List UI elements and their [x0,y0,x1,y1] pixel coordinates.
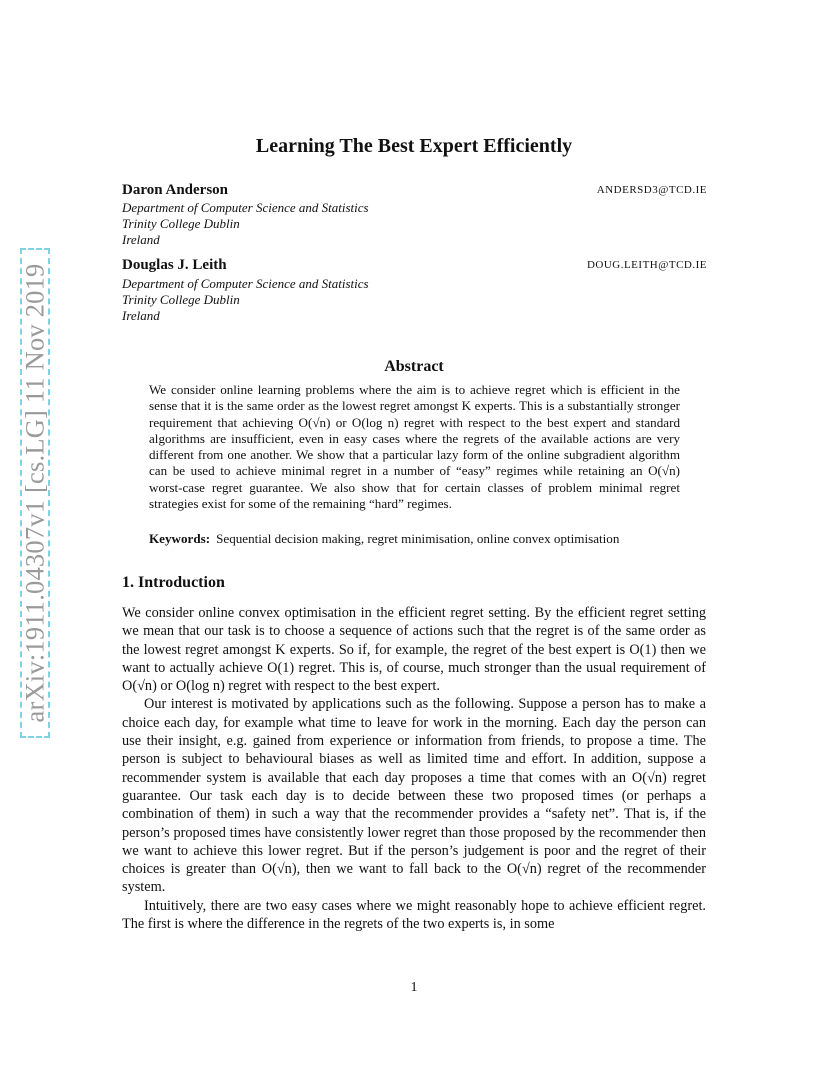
abstract-text: We consider online learning problems where the aim is to achieve regret which is efficient in the sense that it is the same order as the lowest regret amongst K experts. This is a substantially stronger requirement that achieving O(√n) or O(log n) regret with respect to the best expert and standard algorithms are insufficient, even in easy cases where the regrets of the available actions are very different from one another. We show that a particular lazy form of the online subgradient algorithm can be used to achieve minimal regret in a number of “easy” regimes while retaining an O(√n) worst-case regret guarantee. We also show that for certain classes of problem minimal regret strategies exist for some of the remaining “hard” regimes. [149,382,680,512]
section-heading: 1. Introduction [122,574,225,591]
page-number: 1 [410,980,418,995]
paragraph: Our interest is motivated by applications such as the following. Suppose a person has to make a choice each day, for example what time to leave for work in the morning. Each day the person can use their insight, e.g. gained from experience or information from friends, to propose a time. The person is subject to behavioural biases as well as limited time and effort. In addition, suppose a recommender system is available that each day proposes a time that comes with an O(√n) regret guarantee. Our task each day is to decide between these two proposed times (or perhaps a combination of them) in such a way that the recommender provides a “safety net”. That is, if the person’s proposed times have consistently lower regret than those proposed by the recommender then we want to achieve this lower regret. But if the person’s judgement is poor and the regret of their choices is greater than O(√n), then we want to fall back to the O(√n) regret of the recommender system. [122,696,706,896]
keywords [149,531,709,547]
arxiv-stamp-text: arXiv:1911.04307v1 [cs.LG] 11 Nov 2019 [19,263,50,723]
keywords-label: Keywords: [149,531,211,546]
body-text [122,604,706,933]
affiliation-line: Ireland [122,308,160,323]
affiliation-line: Ireland [122,232,160,247]
author-affiliation [122,200,369,248]
paper-title: Learning The Best Expert Efficiently [255,135,573,157]
author-email[interactable]: DOUG.LEITH@TCD.IE [586,259,707,271]
author-name: Daron Anderson [122,182,228,198]
author-name: Douglas J. Leith [122,257,227,273]
affiliation-line: Trinity College Dublin [122,292,240,307]
affiliation-line: Trinity College Dublin [122,216,240,231]
abstract-heading: Abstract [384,358,444,375]
author-affiliation [122,276,369,324]
affiliation-line: Department of Computer Science and Statistics [122,200,369,215]
keywords-text: Sequential decision making, regret minimisation, online convex optimisation [216,531,620,546]
paragraph: Intuitively, there are two easy cases where we might reasonably hope to achieve efficient regret. The first is where the difference in the regrets of the two experts is, in some [122,897,706,933]
affiliation-line: Department of Computer Science and Statistics [122,276,369,291]
author-email[interactable]: ANDERSD3@TCD.IE [596,184,707,196]
arxiv-stamp [20,248,50,738]
paragraph: We consider online convex optimisation in the efficient regret setting. By the efficient regret setting we mean that our task is to choose a sequence of actions such that the regret is of the same order as the lowest regret amongst K experts. So if, for example, the regret of the best expert is O(1) then we want to actually achieve O(1) regret. This is, of course, much stronger than the usual requirement of O(√n) or O(log n) regret with respect to the best expert. [122,605,706,695]
